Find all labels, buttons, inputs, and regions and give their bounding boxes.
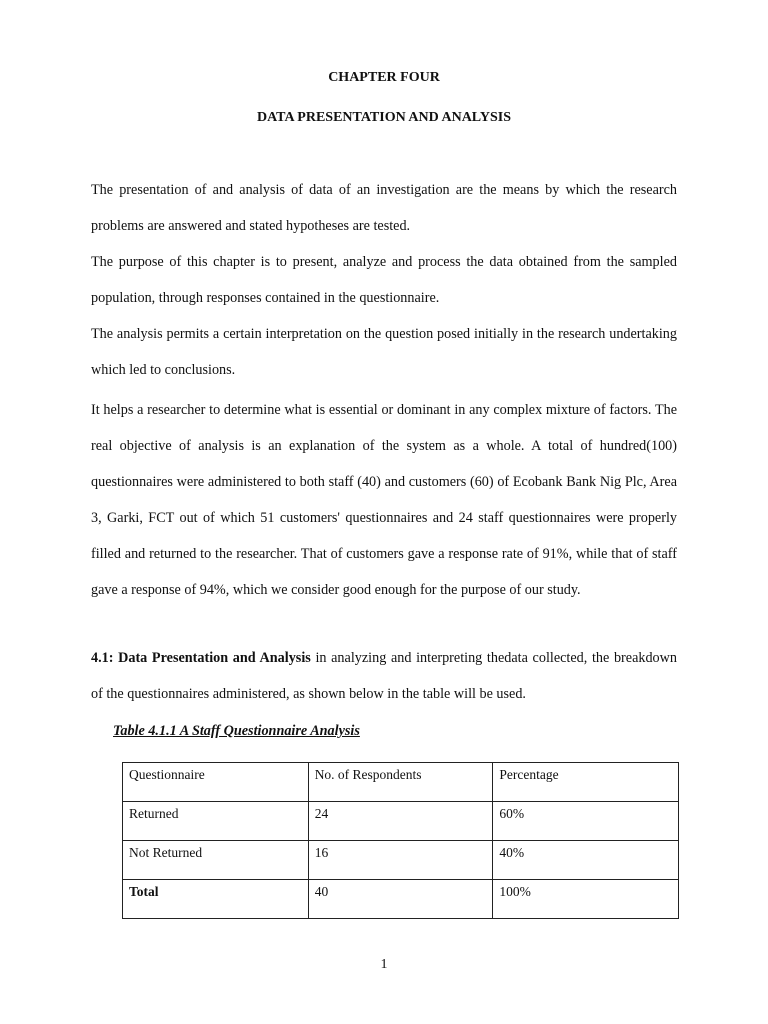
paragraph-intro: The presentation of and analysis of data of an investigation are the means by which the research problems are answered and stated hypotheses are tested.: [91, 182, 677, 234]
chapter-title: CHAPTER FOUR: [328, 70, 440, 85]
cell-respondents: 16: [308, 841, 493, 880]
cell-percentage: 60%: [493, 802, 679, 841]
paragraph-section-4-1: [91, 640, 677, 712]
cell-percentage: 40%: [493, 841, 679, 880]
page-number: 1: [380, 957, 388, 972]
paragraph-interpretation: The analysis permits a certain interpretation on the question posed initially in the research undertaking which led to conclusions.: [91, 326, 677, 378]
cell-respondents: 24: [308, 802, 493, 841]
header-percentage: Percentage: [493, 763, 679, 802]
header-questionnaire: Questionnaire: [123, 763, 309, 802]
table-row: [123, 841, 679, 880]
paragraph-response-rate: It helps a researcher to determine what is essential or dominant in any complex mixture of factors. The real objective of analysis is an explanation of the system as a whole. A total of hundred(100) questionnaires were administered to both staff (40) and customers (60) of Ecobank Bank Nig Plc, Area 3, Garki, FCT out of which 51 customers' questionnaires and 24 staff questionnaires were properly filled and returned to the researcher. That of customers gave a response rate of 91%, while that of staff gave a response of 94%, which we consider good enough for the purpose of our study.: [91, 402, 677, 598]
cell-questionnaire: Not Returned: [123, 841, 309, 880]
table-caption: Table 4.1.1 A Staff Questionnaire Analysis: [113, 723, 360, 739]
cell-total-respondents: 40: [308, 880, 493, 919]
cell-total-label: Total: [123, 880, 309, 919]
section-heading: 4.1: Data Presentation and Analysis: [91, 650, 311, 666]
chapter-subtitle: DATA PRESENTATION AND ANALYSIS: [256, 110, 511, 125]
cell-total-percentage: 100%: [493, 880, 679, 919]
staff-questionnaire-table: [122, 762, 679, 919]
table-row: [123, 802, 679, 841]
paragraph-purpose: The purpose of this chapter is to present, analyze and process the data obtained from the sampled population, through responses contained in the questionnaire.: [91, 254, 677, 306]
section-text: in analyzing and interpreting thedata collected, the breakdown of the questionnaires administered, as shown below in the table will be used.: [91, 650, 677, 702]
cell-questionnaire: Returned: [123, 802, 309, 841]
table-header-row: [123, 763, 679, 802]
table-total-row: [123, 880, 679, 919]
header-respondents: No. of Respondents: [308, 763, 493, 802]
